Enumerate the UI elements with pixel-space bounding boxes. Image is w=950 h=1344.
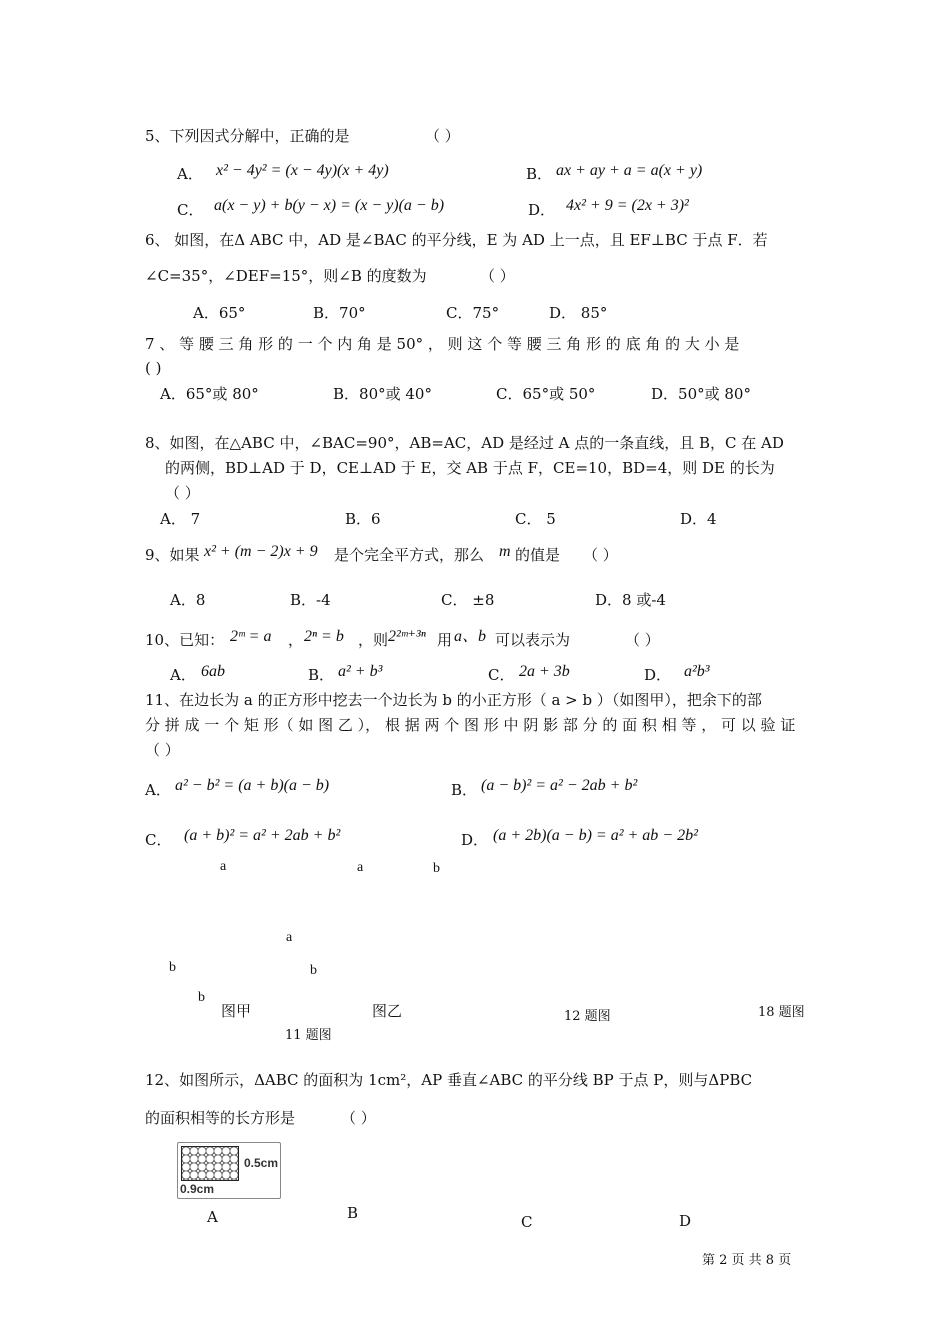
q10-pre: 10、已知： [145,631,225,649]
q10-answer-paren: （ ） [625,631,660,649]
q12-line1: 12、如图所示，ΔABC 的面积为 1cm²，AP 垂直∠ABC 的平分线 BP 于点 P，则与ΔPBC [145,1071,753,1089]
q11-line3: （ ） [145,741,180,759]
hatched-rectangle-icon [181,1146,239,1181]
q9-option-a: A．8 [170,591,206,609]
q10-option-d-expr: a²b³ [684,663,710,680]
q12-option-a-rectangle [177,1142,281,1199]
q5-stem: 5、下列因式分解中，正确的是 [145,127,350,145]
q5-option-d-label: D． [528,201,556,219]
q9-expr: x² + (m − 2)x + 9 [204,543,318,560]
figure-label: b [310,963,317,978]
q12-option-d: D [679,1212,692,1230]
rectangle-height-label: 0.5cm [244,1156,279,1170]
q7-option-c: C．65°或 50° [496,385,596,403]
q6-line1: 6、 如图，在Δ ABC 中，AD 是∠BAC 的平分线，E 为 AD 上一点，且 EF⊥BC 于点 F．若 [145,231,768,249]
rectangle-width-label: 0.9cm [180,1182,215,1196]
q6-option-c: C．75° [446,304,500,322]
q5-option-b-label: B． [526,165,553,183]
q10-sep: ， [288,631,304,649]
figure-yi-caption: 图乙 [372,1002,403,1020]
q9-post: 的值是 [515,546,561,564]
q7-line2: ( ) [145,359,162,377]
q11-option-c-expr: (a + b)² = a² + 2ab + b² [184,827,341,844]
q12-option-a: A [207,1208,218,1226]
figure-label: b [198,990,205,1005]
q5-option-a-expr: x² − 4y² = (x − 4y)(x + 4y) [216,162,389,179]
q5-answer-paren: （ ） [425,127,460,145]
q5-option-a-label: A． [177,165,203,183]
q7-option-d: D．50°或 80° [651,385,751,403]
q6-option-b: B．70° [313,304,366,322]
q10-vars: a、b [454,628,487,645]
q8-option-a: A． 7 [160,510,201,528]
q10-post: 可以表示为 [495,631,571,649]
figure-jia-caption: 图甲 [221,1002,252,1020]
q8-line1: 8、如图，在△ABC 中，∠BAC=90°，AB=AC，AD 是经过 A 点的一条直线，且 B，C 在 AD [145,434,784,452]
q12-option-c: C [521,1213,533,1231]
q10-option-b-label: B． [308,666,335,684]
q8-line2: 的两侧，BD⊥AD 于 D，CE⊥AD 于 E，交 AB 于点 F，CE=10，BD=4，则 DE 的长为 [165,459,775,477]
q12-line2: 的面积相等的长方形是 [145,1109,296,1127]
q10-option-d-label: D． [644,666,672,684]
q9-var: m [499,543,511,560]
figure-label: a [357,860,364,875]
q5-option-c-label: C． [177,201,204,219]
figure-18-caption: 18 题图 [758,1005,805,1020]
q8-line3: （ ） [165,484,200,502]
q9-option-b: B．-4 [290,591,331,609]
q5-option-c-expr: a(x − y) + b(y − x) = (x − y)(a − b) [214,197,445,214]
q9-answer-paren: （ ） [583,546,618,564]
q6-option-d: D． 85° [549,304,608,322]
q7-line1: 7 、 等 腰 三 角 形 的 一 个 内 角 是 50° ， 则 这 个 等 腰 三 角 形 的 底 角 的 大 小 是 [145,335,740,353]
q12-answer-paren: （ ） [341,1109,376,1127]
figure-label: a [286,930,293,945]
q11-option-a-expr: a² − b² = (a + b)(a − b) [175,777,330,794]
q10-expr-2: 2ⁿ = b [304,628,344,645]
q9-option-c: C． ±8 [441,591,495,609]
q10-option-a-expr: 6ab [201,663,225,680]
q11-option-d-expr: (a + 2b)(a − b) = a² + ab − 2b² [493,827,698,844]
q11-line2: 分 拼 成 一 个 矩 形（ 如 图 乙 ）， 根 据 两 个 图 形 中 阴 影 部 分 的 面 积 相 等 ， 可 以 验 证 [145,716,796,734]
q10-mid: ，则 [358,631,389,649]
q8-option-c: C． 5 [515,510,556,528]
q9-option-d: D．8 或-4 [595,591,666,609]
q11-line1: 11、在边长为 a 的正方形中挖去一个边长为 b 的小正方形（ a > b ）（如图甲），把余下的部 [145,691,762,709]
q7-option-b: B．80°或 40° [333,385,432,403]
q7-option-a: A．65°或 80° [160,385,259,403]
q10-option-b-expr: a² + b³ [338,663,383,680]
q6-answer-paren: （ ） [480,267,515,285]
figure-label: b [169,960,176,975]
q10-expr-1: 2ᵐ = a [230,628,272,645]
q6-line2: ∠C=35°，∠DEF=15°，则∠B 的度数为 [145,267,427,285]
figure-label: a [220,859,227,874]
q10-option-c-expr: 2a + 3b [519,663,570,680]
q5-option-d-expr: 4x² + 9 = (2x + 3)² [566,197,689,214]
q11-option-a-label: A． [145,781,171,799]
q10-option-c-label: C． [488,666,515,684]
figure-11-caption: 11 题图 [285,1028,332,1043]
q6-option-a: A．65° [193,304,246,322]
q11-option-b-expr: (a − b)² = a² − 2ab + b² [481,777,638,794]
q9-mid: 是个完全平方式，那么 [334,546,485,564]
q12-option-b: B [347,1204,359,1222]
q5-option-b-expr: ax + ay + a = a(x + y) [556,162,703,179]
q10-expr-3: 2²ᵐ⁺³ⁿ [388,628,426,645]
figure-12-caption: 12 题图 [564,1009,611,1024]
q11-option-d-label: D． [461,831,489,849]
q9-pre: 9、如果 [145,546,200,564]
page-footer: 第 2 页 共 8 页 [702,1253,792,1268]
q11-option-c-label: C． [145,831,172,849]
q8-option-d: D．4 [680,510,717,528]
q10-mid2: 用 [437,631,453,649]
q10-option-a-label: A． [170,666,196,684]
q11-option-b-label: B． [451,781,478,799]
q8-option-b: B．6 [345,510,381,528]
figure-label: b [433,861,440,876]
